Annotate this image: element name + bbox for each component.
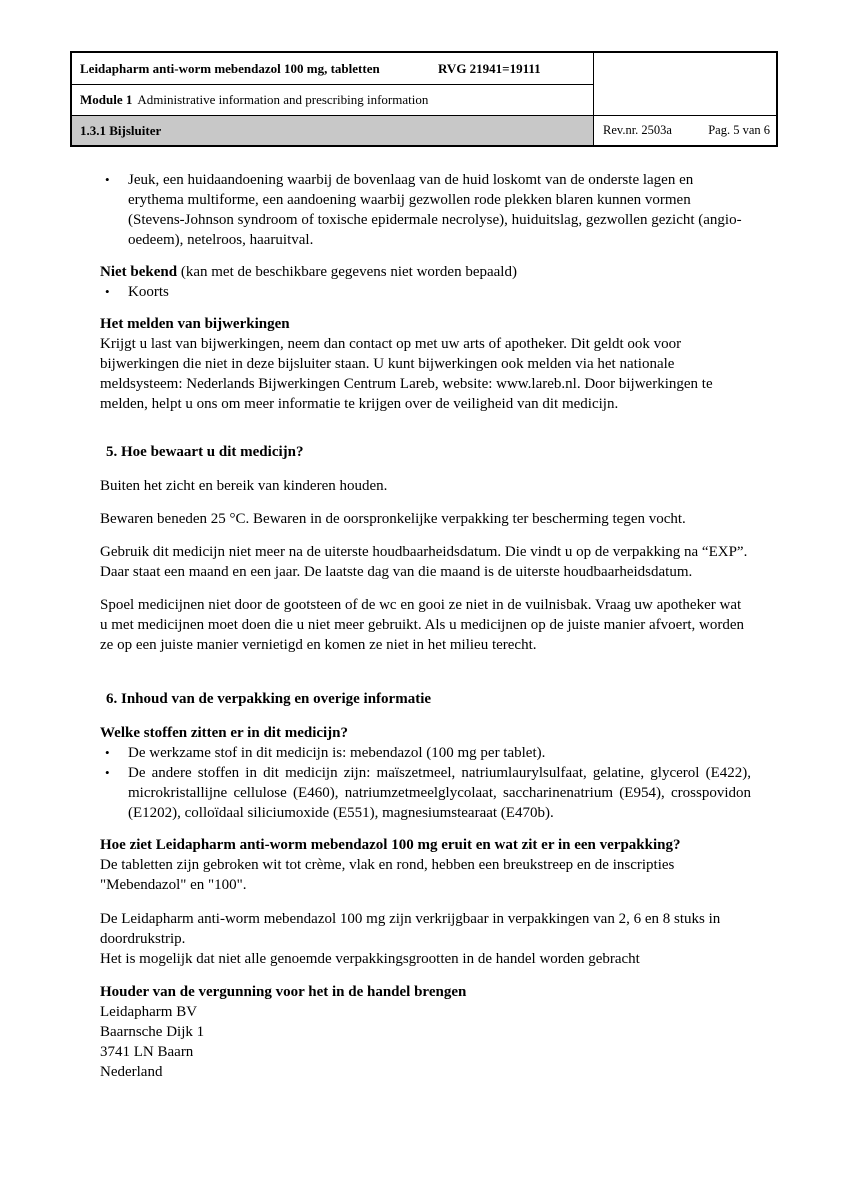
niet-bekend-rest: (kan met de beschikbare gegevens niet worden bepaald) bbox=[177, 264, 517, 280]
page-indicator: Pag. 5 van 6 bbox=[708, 123, 770, 137]
bullet-icon: • bbox=[105, 745, 110, 760]
paragraph-buiten: Buiten het zicht en bereik van kinderen houden. bbox=[100, 478, 388, 494]
paragraph-tabletten: De tabletten zijn gebroken wit tot crème, vlak en rond, hebben een breukstreep en de inscripties "Mebendazol" en "100". bbox=[100, 857, 675, 893]
section-6-heading: 6. Inhoud van de verpakking en overige informatie bbox=[106, 691, 432, 707]
document-header-table bbox=[70, 51, 778, 147]
hoe-ziet-heading: Hoe ziet Leidapharm anti-worm mebendazol 100 mg eruit en wat zit er in een verpakking? bbox=[100, 837, 681, 853]
paragraph-verkrijgbaar: De Leidapharm anti-worm mebendazol 100 mg zijn verkrijgbaar in verpakkingen van 2, 6 en 8 stuks in doordrukstrip. bbox=[100, 911, 721, 947]
niet-bekend-line bbox=[100, 262, 751, 282]
list-item-text: Jeuk, een huidaandoening waarbij de bovenlaag van de huid loskomt van de onderste lagen en erythema multiforme, een aandoening waarbij gezwollen rode plekken blaren kunnen vormen (Stevens-Johnson syndroom of toxische epidermale necrolyse), huiduitslag, gezwollen gezicht (angio-oedeem), netelroos, haaruitval. bbox=[128, 172, 742, 248]
header-revision-cell bbox=[594, 116, 776, 145]
melden-heading: Het melden van bijwerkingen bbox=[100, 316, 290, 332]
document-body bbox=[100, 170, 751, 1082]
list-item-werkzame-stof bbox=[100, 743, 751, 763]
address-line-country: Nederland bbox=[100, 1064, 163, 1080]
melden-paragraph: Krijgt u last van bijwerkingen, neem dan contact op met uw arts of apotheker. Dit geldt ook voor bijwerkingen die niet in deze bijsluiter staan. U kunt bijwerkingen ook melden via het nationale meldsysteem: Nederlands Bijwerkingen Centrum Lareb, website: www.lareb.nl. Door bijwerkingen te melden, helpt u ons om meer informatie te krijgen over de veiligheid van dit medicijn. bbox=[100, 336, 713, 412]
paragraph-spoel: Spoel medicijnen niet door de gootsteen of de wc en gooi ze niet in de vuilnisbak. Vraag uw apotheker wat u met medicijnen moet doen die u niet meer gebruikt. Als u medicijnen op de juiste manier afvoert, worden ze op een juiste manier vernietigd en komen ze niet in het milieu terecht. bbox=[100, 597, 744, 653]
module-text: Administrative information and prescribing information bbox=[137, 92, 429, 107]
header-section-cell bbox=[72, 116, 594, 145]
welke-stoffen-heading: Welke stoffen zitten er in dit medicijn? bbox=[100, 725, 349, 741]
section-label: 1.3.1 Bijsluiter bbox=[80, 122, 162, 138]
paragraph-gebruik: Gebruik dit medicijn niet meer na de uiterste houdbaarheidsdatum. Die vindt u op de verpakking na “EXP”. Daar staat een maand en een jaar. De laatste dag van die maand is de uiterste houdbaarheidsdatum. bbox=[100, 544, 748, 580]
product-title: Leidapharm anti-worm mebendazol 100 mg, tabletten bbox=[80, 60, 380, 76]
bullet-icon: • bbox=[105, 284, 110, 299]
rvg-number: RVG 21941=19111 bbox=[438, 60, 541, 76]
paragraph-mogelijk: Het is mogelijk dat niet alle genoemde verpakkingsgrootten in de handel worden gebracht bbox=[100, 951, 640, 967]
list-item-text: De andere stoffen in dit medicijn zijn: maïszetmeel, natriumlaurylsulfaat, gelatine, glycerol (E422), microkristallijne cellulose (E460), natriumzetmeelglycolaat, saccharinenatrium (E954), crosspovidon (E1202), colloïdaal siliciumoxide (E551), magnesiumstearaat (E470b). bbox=[128, 765, 751, 821]
header-module-cell bbox=[72, 85, 594, 116]
niet-bekend-label: Niet bekend bbox=[100, 264, 178, 280]
revision-number: Rev.nr. 2503a bbox=[603, 123, 672, 137]
list-item-koorts bbox=[100, 282, 751, 302]
section-5-heading: 5. Hoe bewaart u dit medicijn? bbox=[106, 444, 304, 460]
address-line-postal: 3741 LN Baarn bbox=[100, 1044, 194, 1060]
list-item-text: Koorts bbox=[128, 284, 169, 300]
header-logo-cell bbox=[594, 53, 776, 116]
header-product-title-cell bbox=[72, 53, 594, 85]
paragraph-bewaren: Bewaren beneden 25 °C. Bewaren in de oorspronkelijke verpakking ter bescherming tegen vocht. bbox=[100, 511, 686, 527]
module-label: Module 1 bbox=[80, 92, 133, 107]
bullet-icon: • bbox=[105, 172, 110, 187]
list-item-jeuk bbox=[100, 170, 751, 250]
address-line-street: Baarnsche Dijk 1 bbox=[100, 1024, 205, 1040]
list-item-andere-stoffen bbox=[100, 763, 751, 823]
list-item-text: De werkzame stof in dit medicijn is: mebendazol (100 mg per tablet). bbox=[128, 745, 546, 761]
address-line-company: Leidapharm BV bbox=[100, 1004, 198, 1020]
bullet-icon: • bbox=[105, 765, 110, 780]
houder-heading: Houder van de vergunning voor het in de handel brengen bbox=[100, 984, 467, 1000]
